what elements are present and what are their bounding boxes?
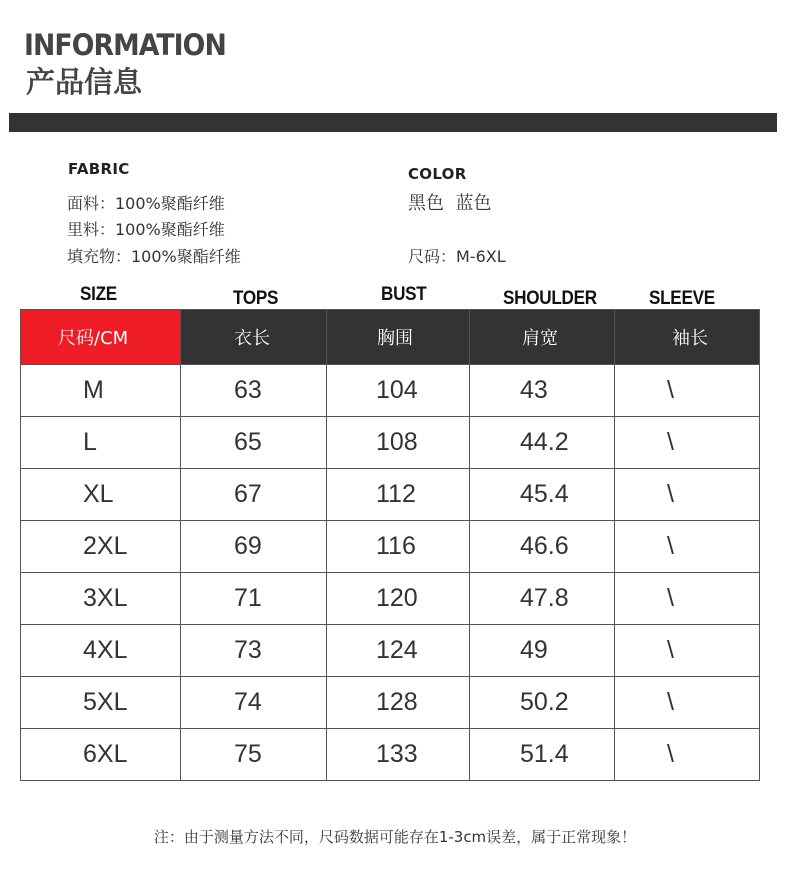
bust-cell: 124 [327, 625, 470, 677]
information-title-cn: 产品信息 [26, 65, 143, 99]
length-cell: 65 [181, 417, 327, 469]
shoulder-cell: 49 [470, 625, 615, 677]
shoulder-cell: 45.4 [470, 469, 615, 521]
bust-cell: 120 [327, 573, 470, 625]
table-row [21, 625, 760, 677]
length-cell: 69 [181, 521, 327, 573]
size-cell: 4XL [21, 625, 181, 677]
bust-cell: 133 [327, 729, 470, 781]
table-row [21, 417, 760, 469]
table-row [21, 677, 760, 729]
header-shoulder: 肩宽 [470, 310, 615, 365]
shoulder-cell: 47.8 [470, 573, 615, 625]
length-cell: 63 [181, 365, 327, 417]
bust-cell: 104 [327, 365, 470, 417]
color-values: 黑色 蓝色 [408, 193, 492, 214]
shoulder-cell: 46.6 [470, 521, 615, 573]
length-cell: 74 [181, 677, 327, 729]
information-title: INFORMATION [24, 28, 226, 62]
sleeve-cell: \ [615, 469, 760, 521]
length-cell: 75 [181, 729, 327, 781]
size-table-header-row [21, 310, 760, 365]
size-cell: 5XL [21, 677, 181, 729]
sleeve-cell: \ [615, 729, 760, 781]
length-cell: 67 [181, 469, 327, 521]
header-divider-bar [9, 113, 777, 132]
size-cell: L [21, 417, 181, 469]
bust-cell: 112 [327, 469, 470, 521]
measurement-note: 注：由于测量方法不同，尺码数据可能存在1-3cm误差，属于正常现象！ [153, 828, 637, 846]
shoulder-cell: 43 [470, 365, 615, 417]
sleeve-cell: \ [615, 677, 760, 729]
size-table [20, 309, 760, 781]
shoulder-cell: 44.2 [470, 417, 615, 469]
table-row [21, 469, 760, 521]
fabric-line-outer: 面料：100%聚酯纤维 [67, 194, 225, 213]
size-range: 尺码：M-6XL [408, 247, 506, 266]
column-title-shoulder: SHOULDER [503, 288, 597, 309]
length-cell: 71 [181, 573, 327, 625]
sleeve-cell: \ [615, 573, 760, 625]
column-title-tops: TOPS [233, 288, 279, 309]
size-cell: 6XL [21, 729, 181, 781]
header-sleeve: 袖长 [615, 310, 760, 365]
size-cell: M [21, 365, 181, 417]
sleeve-cell: \ [615, 521, 760, 573]
size-cell: 2XL [21, 521, 181, 573]
color-heading: COLOR [408, 165, 467, 183]
bust-cell: 116 [327, 521, 470, 573]
fabric-heading: FABRIC [68, 160, 130, 178]
sleeve-cell: \ [615, 625, 760, 677]
shoulder-cell: 51.4 [470, 729, 615, 781]
table-row [21, 365, 760, 417]
fabric-line-filling: 填充物：100%聚酯纤维 [67, 247, 241, 266]
sleeve-cell: \ [615, 365, 760, 417]
table-row [21, 573, 760, 625]
column-title-size: SIZE [80, 284, 117, 305]
length-cell: 73 [181, 625, 327, 677]
size-cell: XL [21, 469, 181, 521]
column-title-bust: BUST [381, 284, 427, 305]
sleeve-cell: \ [615, 417, 760, 469]
size-cell: 3XL [21, 573, 181, 625]
bust-cell: 108 [327, 417, 470, 469]
header-length: 衣长 [181, 310, 327, 365]
table-row [21, 729, 760, 781]
bust-cell: 128 [327, 677, 470, 729]
shoulder-cell: 50.2 [470, 677, 615, 729]
table-row [21, 521, 760, 573]
column-title-sleeve: SLEEVE [649, 288, 715, 309]
header-bust: 胸围 [327, 310, 470, 365]
header-size-cm: 尺码/CM [21, 310, 181, 365]
fabric-line-lining: 里料：100%聚酯纤维 [67, 220, 225, 239]
